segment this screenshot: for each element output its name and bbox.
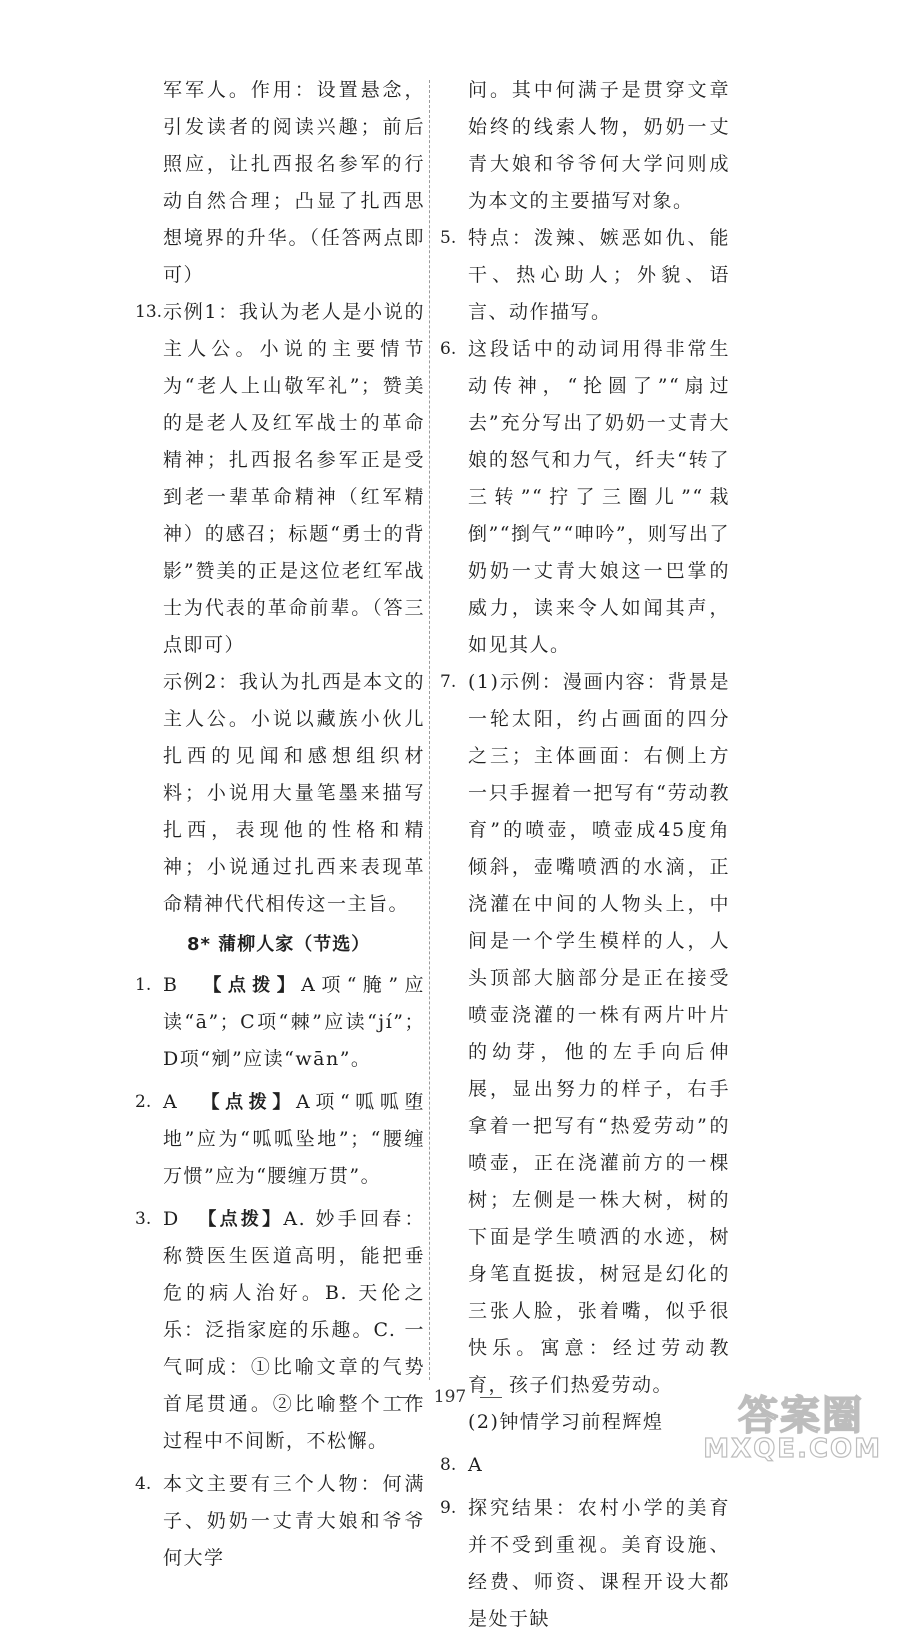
answer-7	[440, 664, 730, 1441]
answer-text: 问。其中何满子是贯穿文章始终的线索人物，奶奶一丈青大娘和爷爷何大学问则成为本文的主要描写对象。	[468, 79, 730, 212]
question-number: 5.	[440, 228, 457, 248]
answer-text: A	[468, 1454, 484, 1476]
page-number: 197	[433, 1387, 467, 1407]
question-number: 7.	[440, 672, 457, 692]
answer-text: 示例1：我认为老人是小说的主人公。小说的主要情节为“老人上山敬军礼”；赞美的是老人及红军战士的革命精神；扎西报名参军正是受到老一辈革命精神（红军精神）的感召；标题“勇士的背影”赞美的正是这位老红军战士为代表的革命前辈。（答三点即可）	[163, 301, 425, 656]
question-number: 4.	[135, 1474, 152, 1494]
answer-8	[440, 1447, 730, 1484]
answer-4	[135, 1466, 425, 1577]
answer-choice: B	[163, 974, 179, 996]
answer-9	[440, 1490, 730, 1638]
question-number: 8.	[440, 1455, 457, 1475]
answer-text: A项“呱呱堕地”应为“呱呱坠地”；“腰缠万惯”应为“腰缠万贯”。	[163, 1091, 425, 1187]
answer-text: (2)钟情学习前程辉煌	[468, 1411, 664, 1433]
question-number: 1.	[135, 975, 152, 995]
answer-text: 军军人。作用：设置悬念，引发读者的阅读兴趣；前后照应，让扎西报名参军的行动自然合理；凸显了扎西思想境界的升华。（任答两点即可）	[163, 79, 425, 286]
question-number: 9.	[440, 1498, 457, 1518]
watermark-logo	[703, 1384, 886, 1466]
section-heading: 8* 蒲柳人家（节选）	[187, 934, 371, 955]
answer-choice: D	[163, 1208, 180, 1230]
footer-dash	[398, 1397, 420, 1398]
answer-text: (1)示例：漫画内容：背景是一轮太阳，约占画面的四分之三；主体画面：右侧上方一只手握着一把写有“劳动教育”的喷壶，喷壶成45度角倾斜，壶嘴喷洒的水滴，正浇灌在中间的人物头上，中间是一个学生模样的人，人头顶部大脑部分是正在接受喷壶浇灌的一株有两片叶片的幼芽，他的左手向后伸展，显出努力的样子，右手拿着一把写有“热爱劳动”的喷壶，正在浇灌前方的一棵树；左侧是一株大树，树的下面是学生喷洒的水迹，树身笔直挺拔，树冠是幻化的三张人脸，张着嘴，似乎很快乐。寓意：经过劳动教育，孩子们热爱劳动。	[468, 671, 730, 1396]
answer-5	[440, 220, 730, 331]
answer-12-continuation	[135, 72, 425, 294]
answer-text: 这段话中的动词用得非常生动传神，“抡圆了”“扇过去”充分写出了奶奶一丈青大娘的怒气和力气，纤夫“转了三转”“拧了三圈儿”“栽倒”“捯气”“呻吟”，则写出了奶奶一丈青大娘这一巴掌的威力，读来令人如闻其声，如见其人。	[468, 338, 730, 656]
question-number: 6.	[440, 339, 457, 359]
watermark-url: MXQE.COM	[703, 1434, 882, 1464]
answer-1	[135, 967, 425, 1078]
question-number: 13.	[135, 302, 163, 322]
question-number: 2.	[135, 1092, 152, 1112]
column-divider	[429, 80, 430, 1380]
hint-tag: 【点拨】	[201, 1092, 296, 1113]
question-number: 3.	[135, 1209, 152, 1229]
answer-2	[135, 1084, 425, 1195]
answer-text: 特点：泼辣、嫉恶如仇、能干、热心助人；外貌、语言、动作描写。	[468, 227, 730, 323]
answer-text: A项“腌”应读“ā”；C项“棘”应读“jí”；D项“剜”应读“wān”。	[163, 974, 425, 1070]
answer-text: A. 妙手回春：称赞医生医道高明，能把垂危的病人治好。B. 天伦之乐：泛指家庭的乐趣。C. 一气呵成：①比喻文章的气势首尾贯通。②比喻整个工作过程中不间断，不松懈。	[163, 1208, 425, 1452]
answer-choice: A	[163, 1091, 179, 1113]
answer-text: 探究结果：农村小学的美育并不受到重视。美育设施、经费、师资、课程开设大都是处于缺	[468, 1497, 730, 1630]
answer-3	[135, 1201, 425, 1460]
answer-6	[440, 331, 730, 664]
answer-4-continuation	[440, 72, 730, 220]
hint-tag: 【点拨】	[203, 975, 302, 996]
left-column	[135, 72, 425, 1577]
answer-text: 示例2：我认为扎西是本文的主人公。小说以藏族小伙儿扎西的见闻和感想组织材料；小说用大量笔墨来描写扎西，表现他的性格和精神；小说通过扎西来表现革命精神代代相传这一主旨。	[163, 671, 425, 915]
answer-text: 本文主要有三个人物：何满子、奶奶一丈青大娘和爷爷何大学	[163, 1473, 425, 1569]
watermark-text: 答案圈	[738, 1393, 864, 1439]
footer-dash	[480, 1397, 502, 1398]
hint-tag: 【点拨】	[198, 1209, 284, 1230]
answer-13	[135, 294, 425, 923]
